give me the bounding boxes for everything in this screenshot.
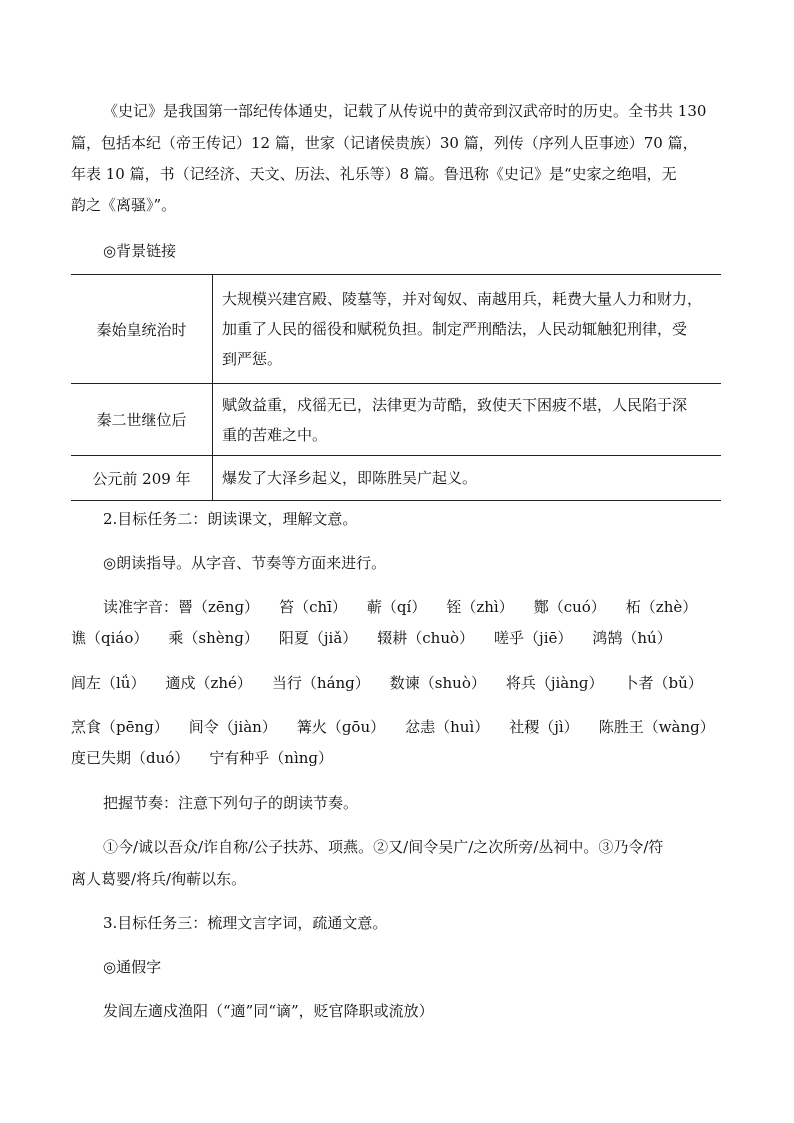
pronunciation-row bbox=[71, 717, 715, 737]
rhythm-line: ①今/诚以吾众/诈自称/公子扶苏、项燕。②又/间令吴广/之次所旁/丛祠中。③乃令/符 bbox=[103, 838, 664, 856]
pronunciation-label: 读准字音： bbox=[103, 598, 179, 616]
pronunciation-item: 闾左（lǘ） bbox=[71, 674, 146, 692]
task3-title: 3.目标任务三：梳理文言字词，疏通文意。 bbox=[103, 914, 388, 932]
description-cell bbox=[213, 456, 722, 501]
background-heading: ◎背景链接 bbox=[103, 242, 177, 260]
description-cell bbox=[213, 384, 722, 456]
intro-line: 篇，包括本纪（帝王传记）12 篇，世家（记诸侯贵族）30 篇，列传（序列人臣事迹）70 篇， bbox=[71, 134, 698, 152]
era-cell: 公元前 209 年 bbox=[71, 456, 213, 501]
description-cell bbox=[213, 275, 722, 384]
pronunciation-item: 谯（qiáo） bbox=[71, 629, 149, 647]
pronunciation-item: 宁有种乎（nìnɡ） bbox=[209, 749, 334, 767]
tongjiazi-example: 发闾左適戍渔阳（“適”同“谪”，贬官降职或流放） bbox=[103, 1002, 434, 1020]
rhythm-line: 离人葛婴/将兵/徇蕲以东。 bbox=[71, 870, 247, 888]
pronunciation-row bbox=[71, 628, 672, 648]
table-row bbox=[71, 456, 721, 501]
pronunciation-item: 嗟乎（jiē） bbox=[494, 629, 573, 647]
pronunciation-item: 将兵（jiànɡ） bbox=[505, 674, 604, 692]
pronunciation-item: 鸿鹄（hú） bbox=[592, 629, 672, 647]
pronunciation-item: 乘（shènɡ） bbox=[168, 629, 259, 647]
pronunciation-item: 铚（zhì） bbox=[446, 598, 514, 616]
pronunciation-row bbox=[71, 748, 333, 768]
rhythm-label: 把握节奏：注意下列句子的朗读节奏。 bbox=[103, 794, 359, 812]
pronunciation-item: 社稷（jì） bbox=[509, 718, 579, 736]
pronunciation-item: 陈胜王（wànɡ） bbox=[598, 718, 715, 736]
task2-title: 2.目标任务二：朗读课文，理解文意。 bbox=[103, 510, 358, 528]
pronunciation-item: 忿恚（huì） bbox=[405, 718, 490, 736]
era-cell: 秦二世继位后 bbox=[71, 384, 213, 456]
background-table bbox=[71, 274, 721, 501]
pronunciation-item: 罾（zēnɡ） bbox=[178, 598, 260, 616]
pronunciation-item: 辍耕（chuò） bbox=[377, 629, 475, 647]
pronunciation-item: 笞（chī） bbox=[279, 598, 347, 616]
pronunciation-item: 適戍（zhé） bbox=[165, 674, 252, 692]
table-row bbox=[71, 384, 721, 456]
description-line: 爆发了大泽乡起义，即陈胜吴广起义。 bbox=[222, 469, 478, 487]
pronunciation-item: 烹食（pēnɡ） bbox=[71, 718, 169, 736]
pronunciation-item: 当行（hánɡ） bbox=[271, 674, 370, 692]
pronunciation-row bbox=[103, 597, 697, 617]
pronunciation-item: 篝火（ɡōu） bbox=[296, 718, 386, 736]
description-line: 加重了人民的徭役和赋税负担。制定严刑酷法，人民动辄触犯刑律，受 bbox=[222, 320, 688, 338]
description-line: 赋敛益重，戍徭无已，法律更为苛酷，致使天下困疲不堪，人民陷于深 bbox=[222, 395, 688, 414]
pronunciation-row bbox=[71, 673, 703, 693]
description-line: 重的苦难之中。 bbox=[222, 425, 328, 444]
pronunciation-item: 阳夏（jiǎ） bbox=[278, 629, 358, 647]
pronunciation-item: 数谏（shuò） bbox=[389, 674, 486, 692]
intro-line: 《史记》是我国第一部纪传体通史，记载了从传说中的黄帝到汉武帝时的历史。全书共 130 bbox=[103, 102, 707, 120]
description-line: 到严惩。 bbox=[222, 350, 283, 368]
reading-guide: ◎朗读指导。从字音、节奏等方面来进行。 bbox=[103, 554, 387, 572]
era-cell: 秦始皇统治时 bbox=[71, 275, 213, 384]
pronunciation-item: 卜者（bǔ） bbox=[623, 674, 703, 692]
pronunciation-item: 酂（cuó） bbox=[533, 598, 606, 616]
intro-line: 韵之《离骚》”。 bbox=[71, 196, 177, 214]
pronunciation-item: 度已失期（duó） bbox=[71, 749, 190, 767]
pronunciation-item: 柘（zhè） bbox=[625, 598, 698, 616]
intro-line: 年表 10 篇，书（记经济、天文、历法、礼乐等）8 篇。鲁迅称《史记》是“史家之绝唱，无 bbox=[71, 165, 677, 183]
tongjiazi-heading: ◎通假字 bbox=[103, 958, 162, 976]
table-row bbox=[71, 275, 721, 384]
pronunciation-item: 蕲（qí） bbox=[366, 598, 427, 616]
description-line: 大规模兴建宫殿、陵墓等，并对匈奴、南越用兵，耗费大量人力和财力， bbox=[222, 290, 703, 308]
pronunciation-item: 间令（jiàn） bbox=[188, 718, 277, 736]
